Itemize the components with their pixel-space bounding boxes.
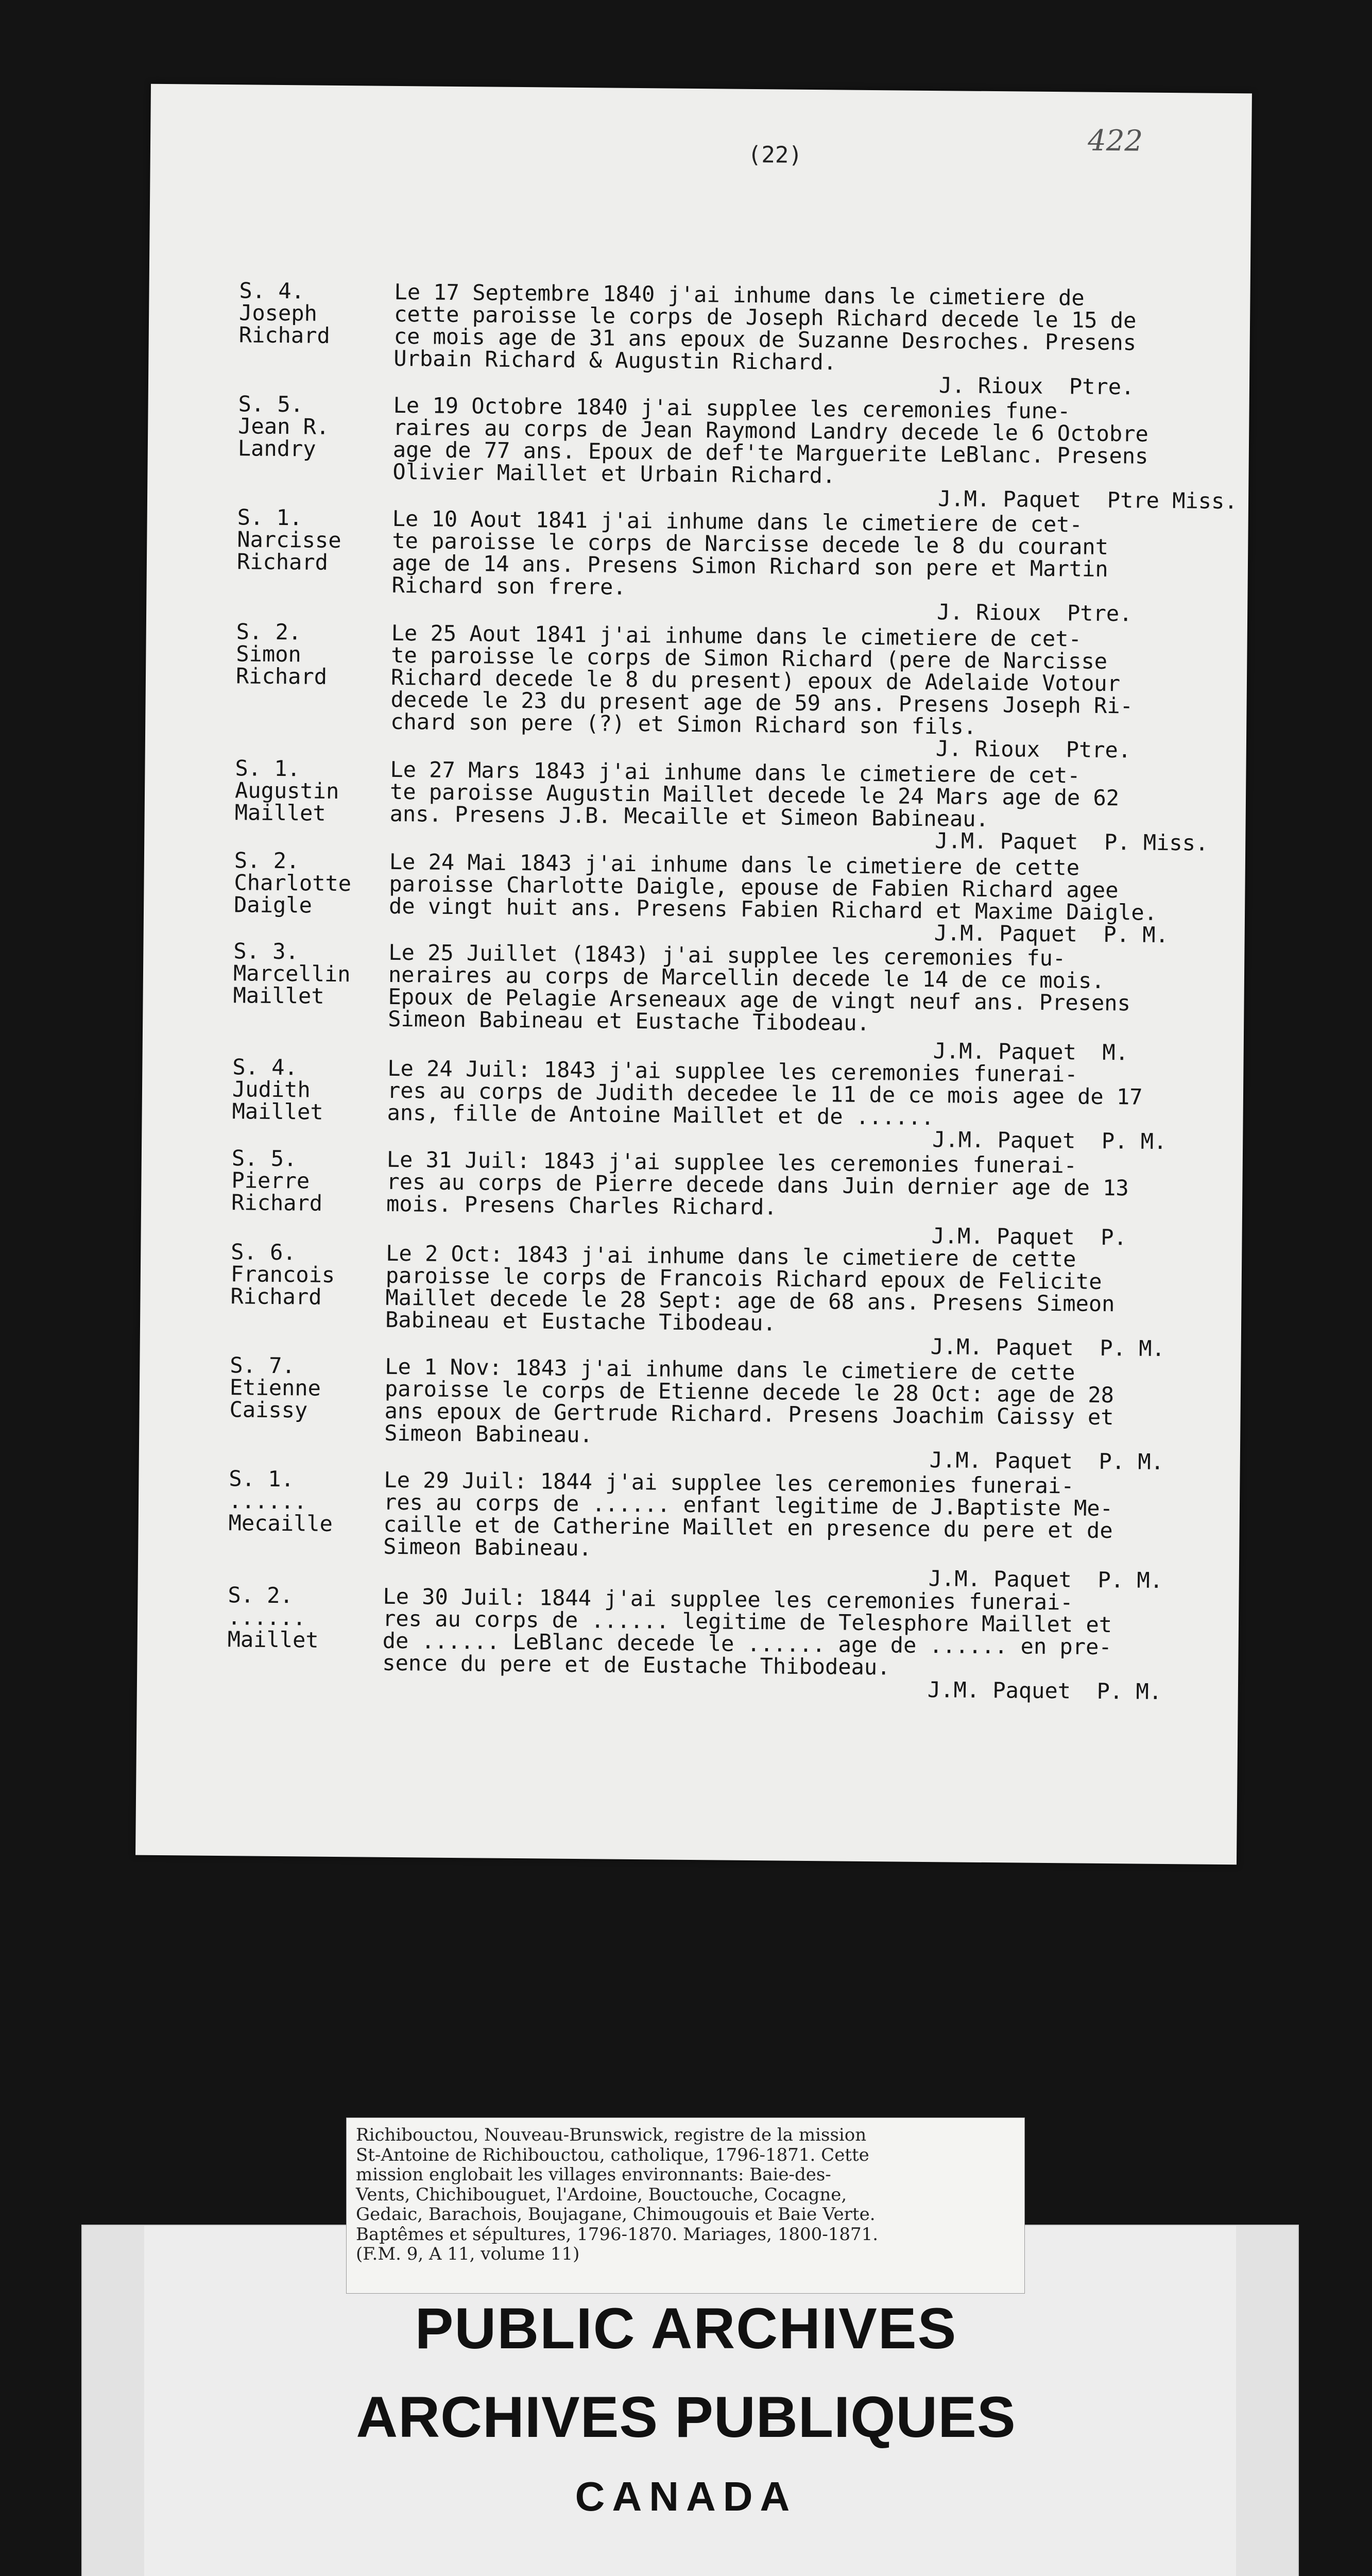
entry-margin-note: S. 1. Augustin Maillet (234, 755, 339, 826)
entry-text: Le 24 Mai 1843 j'ai inhume dans le cimetiere de cette paroisse Charlotte Daigle, epouse de Fabien Richard agee de vingt huit ans. Presens Fabien Richard et Maxime Daigle. (388, 849, 1158, 925)
entry-margin-note: S. 3. Marcellin Maillet (233, 938, 351, 1009)
entry-margin-note: S. 1. ...... Mecaille (228, 1466, 333, 1536)
entry-text: Le 10 Aout 1841 j'ai inhume dans le cimetiere de cet- te paroisse le corps de Narcisse decede le 8 du courant age de 14 ans. Presens Simon Richard son pere et Martin Richard son frere. (391, 505, 1109, 600)
entry-margin-note: S. 1. Narcisse Richard (236, 504, 341, 575)
entry-margin-note: S. 5. Jean R. Landry (237, 391, 330, 462)
entry-margin-note: S. 6. Francois Richard (230, 1239, 335, 1310)
entry-margin-note: S. 2. ...... Maillet (227, 1582, 319, 1653)
entry-margin-note: S. 2. Charlotte Daigle (233, 848, 352, 918)
entry-text: Le 29 Juil: 1844 j'ai supplee les ceremonies funerai- res au corps de ...... enfant legitime de J.Baptiste Me- caille et de Catherine Maillet en presence du pere et de Simeon Babineau. (383, 1467, 1113, 1561)
entry-text: Le 27 Mars 1843 j'ai inhume dans le cimetiere de cet- te paroisse Augustin Maillet decede le 24 Mars age de 62 ans. Presens J.B. Mecaille et Simeon Babineau. (389, 756, 1120, 832)
entry-margin-note: S. 2. Simon Richard (235, 619, 328, 689)
entry-text: Le 25 Juillet (1843) j'ai supplee les ceremonies fu- neraires au corps de Marcellin decede le 14 de ce mois. Epoux de Pelagie Arseneaux age de vingt neuf ans. Presens Simeon Babineau et Eustache Tibodeau. (388, 939, 1131, 1036)
entry-signature: J. Rioux Ptre. (935, 736, 1131, 763)
archives-country: CANADA (575, 2473, 797, 2519)
entry-text: Le 25 Aout 1841 j'ai inhume dans le cimetiere de cet- te paroisse le corps de Simon Richard (pere de Narcisse Richard decede le 8 du present) epoux de Adelaide Votour decede le 23 du present age de 59 ans. Presens Joseph Ri- chard son pere (?) et Simon Richard son fils. (390, 620, 1134, 739)
entry-text: Le 30 Juil: 1844 j'ai supplee les ceremonies funerai- res au corps de ...... legitime de Telesphore Maillet et de ...... LeBlanc decede le ...... age de ...... en pre- sence du pere et de Eustache Thibodeau. (382, 1583, 1112, 1680)
entry-text: Le 17 Septembre 1840 j'ai inhume dans le cimetiere de cette paroisse le corps de Joseph Richard decede le 15 de ce mois age de 31 ans epoux de Suzanne Desroches. Presens Urbain Richard & Augustin Richard. (393, 279, 1137, 375)
entry-signature: J.M. Paquet P. M. (928, 1566, 1163, 1593)
entry-margin-note: S. 5. Pierre Richard (231, 1145, 323, 1216)
entry-signature: J.M. Paquet P. M. (934, 920, 1169, 948)
entry-margin-note: S. 4. Joseph Richard (238, 278, 331, 348)
entry-signature: J.M. Paquet P. Miss. (935, 828, 1209, 856)
archives-title-french: ARCHIVES PUBLIQUES (356, 2385, 1016, 2449)
entry-signature: J.M. Paquet P. M. (930, 1334, 1165, 1362)
folio-number: 422 (1087, 124, 1143, 158)
entry-signature: J.M. Paquet P. M. (932, 1127, 1167, 1155)
entry-signature: J.M. Paquet Ptre Miss. (937, 486, 1238, 514)
entry-signature: J.M. Paquet M. (933, 1038, 1129, 1065)
register-page (135, 84, 1252, 1865)
archives-title-english: PUBLIC ARCHIVES (415, 2296, 957, 2361)
entry-signature: J. Rioux Ptre. (938, 372, 1135, 400)
burial-entry (149, 278, 1250, 400)
collection-label: Richibouctou, Nouveau-Brunswick, registre de la mission St-Antoine de Richibouctou, catholique, 1796-1871. Cette mission englobait les villages environnants: Baie-des- Vents, Chichibouguet, l'Ardoine, Bouctouche, Cocagne, Gedaic, Barachois, Boujagane, Chimougouis et Baie Verte. Baptêmes et sépultures, 1796-1870. Mariages, 1800-1871. (F.M. 9, A 11, volume 11) (346, 2117, 1025, 2294)
page-number: (22) (747, 141, 803, 168)
entry-margin-note: S. 4. Judith Maillet (232, 1054, 323, 1125)
entry-signature: J. Rioux Ptre. (936, 599, 1133, 626)
entry-text: Le 19 Octobre 1840 j'ai supplee les ceremonies fune- raires au corps de Jean Raymond Landry decede le 6 Octobre age de 77 ans. Epoux de def'te Marguerite LeBlanc. Presens Olivier Maillet et Urbain Richard. (392, 392, 1149, 488)
entry-text: Le 24 Juil: 1843 j'ai supplee les ceremonies funerai- res au corps de Judith decedee le 11 de ce mois agee de 17 ans, fille de Antoine Maillet et de ...... (387, 1055, 1143, 1130)
entry-text: Le 2 Oct: 1843 j'ai inhume dans le cimetiere de cette paroisse le corps de Francois Richard epoux de Felicite Maillet decede le 28 Sept: age de 68 ans. Presens Simeon Babineau et Eustache Tibodeau. (385, 1240, 1115, 1336)
entry-signature: J.M. Paquet P. (931, 1223, 1127, 1250)
entry-text: Le 1 Nov: 1843 j'ai inhume dans le cimetiere de cette paroisse le corps de Etienne decede le 28 Oct: age de 28 ans epoux de Gertrude Richard. Presens Joachim Caissy et Simeon Babineau. (384, 1353, 1114, 1448)
entry-text: Le 31 Juil: 1843 j'ai supplee les ceremonies funerai- res au corps de Pierre decede dans Juin dernier age de 13 mois. Presens Charles Richard. (386, 1146, 1129, 1220)
entry-signature: J.M. Paquet P. M. (927, 1677, 1162, 1704)
entry-signature: J.M. Paquet P. M. (929, 1447, 1164, 1475)
entry-margin-note: S. 7. Etienne Caissy (229, 1352, 321, 1423)
